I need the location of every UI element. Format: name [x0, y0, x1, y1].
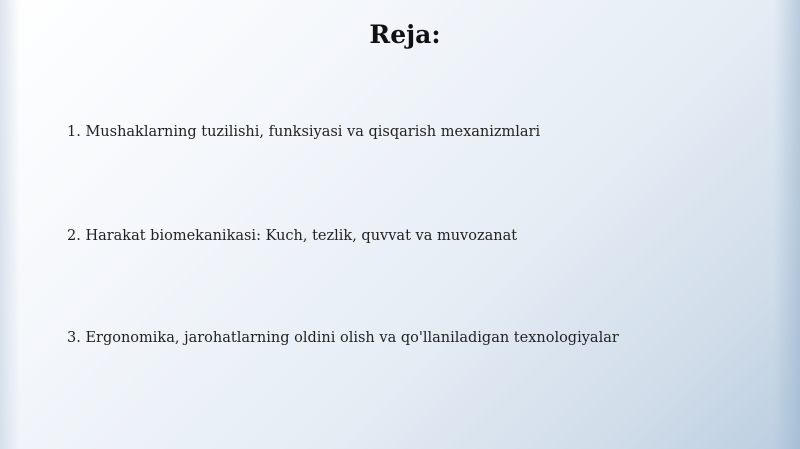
slide-left-shade [0, 0, 20, 449]
outline-item-2: 2. Harakat biomekanikasi: Kuch, tezlik, quvvat va muvozanat [67, 228, 518, 244]
outline-item-3: 3. Ergonomika, jarohatlarning oldini olish va qo'llaniladigan texnologiyalar [67, 330, 619, 346]
slide-title: Reja: [369, 20, 441, 49]
outline-item-1: 1. Mushaklarning tuzilishi, funksiyasi va qisqarish mexanizmlari [67, 124, 541, 140]
slide-right-shade [774, 0, 800, 449]
